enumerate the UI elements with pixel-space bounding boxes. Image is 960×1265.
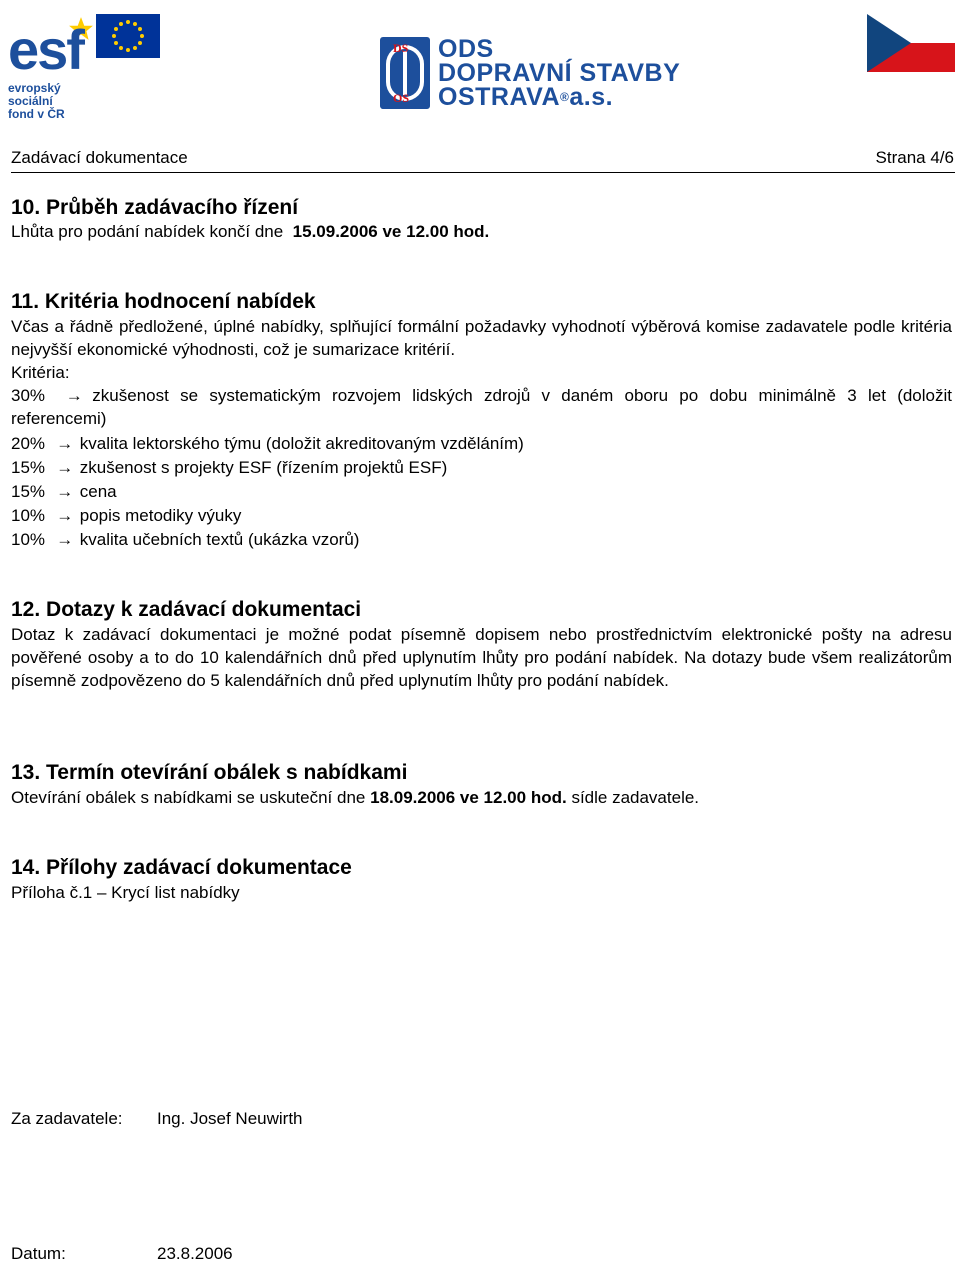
eu-flag-icon	[96, 14, 160, 58]
opening-label: Otevírání obálek s nabídkami se uskuteční dne	[11, 788, 366, 807]
registered-icon: ®	[560, 90, 570, 104]
signature-label: Za zadavatele:	[11, 1109, 123, 1128]
ods-badge-bottom: OS	[393, 91, 410, 105]
opening-date: 18.09.2006 ve 12.00 hod.	[370, 788, 567, 807]
esf-logo	[8, 12, 158, 122]
attachment-item: Příloha č.1 – Krycí list nabídky	[11, 883, 240, 902]
section-10-text	[11, 220, 489, 243]
criteria-label: Kritéria:	[11, 363, 70, 382]
section-10-title: 10. Průběh zadávacího řízení	[11, 196, 299, 219]
criteria-pct: 20%	[11, 434, 46, 453]
esf-line-2: sociální	[8, 94, 53, 108]
section-12-paragraph: Dotaz k zadávací dokumentaci je možné podat písemně dopisem nebo prostřednictvím elektronické pošty na adresu pověřené osoby a to do 10 kalendářních dnů před uplynutím lhůty pro podání nabídek. Na dotazy bude všem realizátorům písemně zodpovězeno do 5 kalendářních dnů před uplynutím lhůty pro podání nabídek.	[11, 625, 952, 690]
right-arrow-icon: →	[56, 530, 74, 549]
criteria-desc: popis metodiky výuky	[79, 506, 242, 525]
page-number: Strana 4/6	[875, 148, 954, 167]
section-12-title: 12. Dotazy k zadávací dokumentaci	[11, 598, 362, 621]
ods-line-3	[438, 85, 613, 109]
header-divider	[11, 172, 955, 173]
esf-line-1: evropský	[8, 81, 61, 95]
date-label: Datum:	[11, 1244, 66, 1263]
esf-wordmark: esf	[8, 18, 83, 81]
right-arrow-icon: →	[65, 386, 83, 405]
criteria-desc: cena	[79, 482, 117, 501]
deadline-date: 15.09.2006 ve 12.00 hod.	[292, 222, 490, 241]
criteria-pct: 10%	[11, 530, 46, 549]
criteria-pct: 15%	[11, 458, 46, 477]
section-14-title: 14. Přílohy zadávací dokumentace	[11, 856, 352, 879]
ods-logo	[380, 37, 690, 112]
criteria-pct: 30%	[11, 386, 46, 405]
ods-line-1: ODS	[438, 35, 494, 63]
ods-line-2: DOPRAVNÍ STAVBY	[438, 59, 681, 87]
deadline-label: Lhůta pro podání nabídek končí dne	[11, 222, 284, 241]
header-title: Zadávací dokumentace	[11, 148, 188, 167]
criteria-item	[11, 504, 952, 528]
czech-flag-icon	[867, 14, 955, 72]
criteria-list	[11, 384, 952, 552]
criteria-item	[11, 384, 952, 432]
signature-name: Ing. Josef Neuwirth	[157, 1109, 303, 1128]
criteria-item-text	[11, 384, 952, 430]
ods-line-3-city: OSTRAVA	[438, 83, 561, 111]
ods-badge-top: DS	[393, 41, 409, 55]
criteria-desc: zkušenost se systematickým rozvojem lidských zdrojů v daném oboru po dobu minimálně 3 let (doložit referencemi)	[11, 386, 952, 428]
section-11-paragraph: Včas a řádně předložené, úplné nabídky, splňující formální požadavky vyhodnotí výběrová komise zadavatele podle kritéria nejvyšší ekonomické výhodnosti, což je sumarizace kritérií.	[11, 317, 952, 359]
criteria-desc: zkušenost s projekty ESF (řízením projektů ESF)	[79, 458, 448, 477]
criteria-item	[11, 432, 952, 456]
criteria-desc: kvalita lektorského týmu (doložit akreditovaným vzděláním)	[79, 434, 524, 453]
right-arrow-icon: →	[56, 506, 74, 525]
criteria-item	[11, 456, 952, 480]
criteria-item	[11, 528, 952, 552]
criteria-desc: kvalita učebních textů (ukázka vzorů)	[79, 530, 360, 549]
right-arrow-icon: →	[56, 434, 74, 453]
esf-line-3: fond v ČR	[8, 107, 65, 121]
criteria-item	[11, 480, 952, 504]
ods-line-3-suffix: a.s.	[569, 83, 614, 111]
criteria-pct: 10%	[11, 506, 46, 525]
date-value: 23.8.2006	[157, 1244, 233, 1263]
section-11-title: 11. Kritéria hodnocení nabídek	[11, 290, 316, 313]
section-13-title: 13. Termín otevírání obálek s nabídkami	[11, 761, 408, 784]
opening-place: sídle zadavatele.	[571, 788, 700, 807]
right-arrow-icon: →	[56, 482, 74, 501]
right-arrow-icon: →	[56, 458, 74, 477]
criteria-pct: 15%	[11, 482, 46, 501]
section-13-text	[11, 786, 952, 809]
